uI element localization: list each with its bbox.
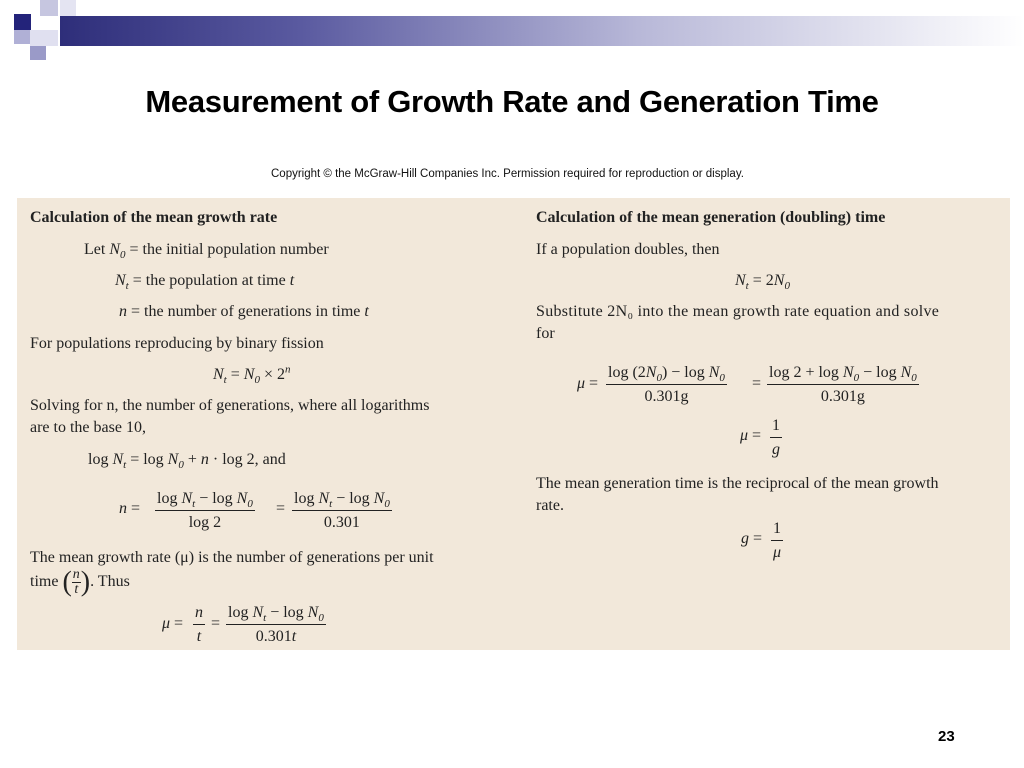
copyright-notice: Copyright © the McGraw-Hill Companies Inc. Permission required for reproduction or display. [271, 168, 744, 180]
substitute-line-2: for [536, 325, 555, 342]
square-1 [14, 14, 31, 31]
eq-mu-equals: = [211, 615, 221, 632]
mean-rate-line-1: The mean growth rate (μ) is the number of generations per unit [30, 549, 434, 566]
eq-n-lhs: n = [119, 500, 141, 517]
frac-n-over-t: $\frac{n}{t}$ [195, 604, 203, 645]
def-nt: $N_t$ = the population at time t [115, 272, 295, 293]
left-heading: Calculation of the mean growth rate [30, 209, 278, 226]
eq-mu2-equals: = [752, 375, 762, 392]
frac-n-log2: $\frac{\log N_t - \log N_0}{\log 2}$ [157, 490, 253, 531]
square-2 [40, 0, 58, 16]
header-gradient-bar [60, 16, 1024, 46]
eq-log-nt: $\log N_t = \log N_0 + n \cdot \log 2$, and [88, 451, 286, 472]
right-heading: Calculation of the mean generation (doubling) time [536, 209, 886, 226]
substitute-line-1: Substitute 2N₀ into the mean growth rate equation and solve [536, 303, 940, 320]
frac-mu-log2n0: $\frac{\log (2N_0) - \log N_0}{0.301g}$ [608, 364, 725, 405]
frac-mu-0301t: $\frac{\log N_t - \log N_0}{0.301t}$ [228, 604, 324, 645]
square-7 [30, 46, 46, 60]
reciprocal-line-1: The mean generation time is the reciprocal of the mean growth [536, 475, 939, 492]
solving-line-1: Solving for n, the number of generations, where all logarithms [30, 397, 430, 414]
eq-mu2-lhs: μ = [577, 375, 599, 392]
formula-panel [17, 198, 1010, 650]
def-n0: Let $N_0$ = the initial population number [84, 241, 329, 262]
mean-rate-line-2: time ( $\frac{n}{t}$ ). Thus [30, 566, 130, 598]
frac-1-over-g: $\frac{1}{g}$ [772, 417, 780, 458]
def-n: n = the number of generations in time t [119, 303, 369, 320]
square-5 [40, 16, 58, 30]
page-number: 23 [938, 728, 955, 745]
eq-mu3-lhs: μ = [740, 427, 762, 444]
solving-line-2: are to the base 10, [30, 419, 146, 436]
square-4 [14, 30, 31, 44]
eq-g-lhs: g = [741, 530, 763, 547]
reciprocal-line-2: rate. [536, 497, 564, 514]
binary-fission-line: For populations reproducing by binary fission [30, 335, 324, 352]
eq-mu-lhs: μ = [162, 615, 184, 632]
frac-n-0301: $\frac{\log N_t - \log N_0}{0.301}$ [294, 490, 390, 531]
square-6 [30, 30, 58, 46]
frac-1-over-mu: $\frac{1}{\mu}$ [772, 520, 782, 561]
eq-n-equals: = [276, 500, 286, 517]
doubles-line: If a population doubles, then [536, 241, 720, 258]
frac-mu-log2-plus: $\frac{\log 2 + \log N_0 - \log N_0}{0.301g}$ [769, 364, 917, 405]
eq-nt-2n0: $N_t = 2N_0$ [735, 272, 790, 293]
eq-nt-n0-2n: $N_t = N_0 \times 2^n$ [213, 363, 291, 387]
slide-title: Measurement of Growth Rate and Generation Time [145, 84, 879, 119]
square-3 [60, 0, 76, 16]
